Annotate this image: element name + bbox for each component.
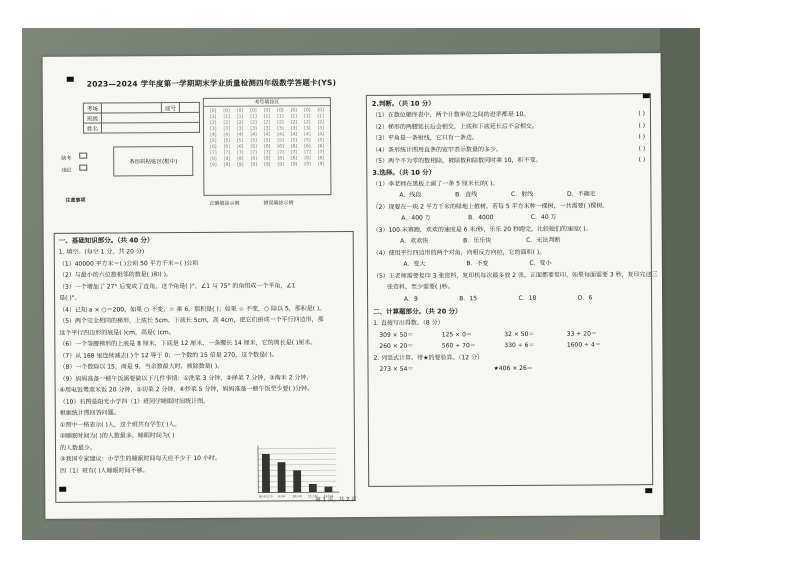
bubble-digit[interactable]: [6] — [317, 144, 325, 150]
fill-example-wrong: 错误填涂示例 — [263, 200, 294, 207]
info-field[interactable] — [101, 103, 161, 113]
bubble-digit[interactable]: [8] — [250, 156, 257, 162]
bubble-digit[interactable]: [2] — [236, 120, 244, 126]
calc-item: 560 ÷ 70＝ — [441, 342, 476, 350]
calc-item: 1600 ÷ 4＝ — [566, 341, 601, 349]
bubble-digit[interactable]: [7] — [237, 150, 244, 156]
bubble-digit[interactable]: [6] — [290, 144, 298, 150]
bubble-digit[interactable]: [5] — [290, 138, 298, 144]
bubble-caption: 考号填涂区 — [204, 98, 330, 107]
info-field[interactable] — [102, 122, 200, 133]
bubble-digit[interactable]: [6] — [250, 144, 257, 150]
chart-bar — [262, 454, 270, 493]
bubble-digit[interactable]: [6] — [237, 144, 244, 150]
question-line: （6）一个等腰梯形的上底是 8 厘米，下底是 12 厘米，一条腰长 14 厘米，它的周长是( )厘米。 — [59, 339, 317, 348]
choice-option[interactable]: B．4000 — [468, 214, 494, 222]
choice-option[interactable]: B．直线 — [455, 191, 478, 199]
choice-option[interactable]: D．6 — [577, 294, 593, 302]
bubble-digit[interactable]: [4] — [277, 132, 284, 138]
chart-bar — [309, 484, 317, 492]
bubble-digit[interactable]: [4] — [236, 132, 244, 138]
bubble-digit[interactable]: [3] — [290, 126, 298, 132]
right-column — [366, 93, 658, 487]
bubble-digit[interactable]: [4] — [263, 132, 271, 138]
bubble-digit[interactable]: [1] — [277, 114, 284, 120]
choice-options — [383, 292, 613, 305]
question-line: （8）一个数除以 15，商是 9，当余数最大时，被除数是( )。 — [59, 362, 224, 371]
bubble-digit[interactable]: [8] — [304, 156, 311, 162]
bubble-digit[interactable]: [0] — [304, 108, 311, 114]
info-field[interactable] — [179, 102, 199, 112]
choice-options — [382, 188, 612, 201]
calc-sub2: 2. 列竖式计算。带★的要验算。（12 分） — [373, 353, 484, 362]
bubble-digit[interactable]: [0] — [209, 108, 217, 114]
bubble-digit[interactable]: [9] — [304, 162, 311, 168]
choice-option[interactable]: C．40 万 — [530, 213, 557, 221]
question-line: （5）两个完全相同的梯形，上底长 5cm，下底长 5cm，高 4cm，把它们拼成一个平行四边形，那 — [59, 316, 324, 325]
section1-sub: 1. 填空。(每空 1 分，共 20 分) — [58, 248, 145, 256]
bubble-digit[interactable]: [4] — [250, 132, 257, 138]
bubble-digit[interactable]: [7] — [277, 150, 284, 156]
judge-text: （2）梯形的两腰延长后会相交，上底和下底延长后不会相交。 — [372, 122, 538, 131]
choice-question: （2）现要在一块 2 平方千米的绿地上植树，若每 5 平方米种一棵树，一共需要( )棵树。 — [372, 201, 609, 211]
bubble-digit[interactable]: [8] — [277, 156, 284, 162]
question-line: 四（1）班有( )人睡眠时间不够。 — [60, 466, 149, 475]
choice-option[interactable]: A．400 万 — [401, 214, 431, 222]
bubble-digit[interactable]: [9] — [317, 162, 325, 168]
bubble-digit[interactable]: [1] — [236, 114, 244, 120]
choice-question: （5）王老师需要复印 3 张资料，复印机每次最多放 2 张，正面都要复印，如果每面需要 3 秒，复印完这三 — [372, 270, 658, 280]
info-label: 姓名 — [84, 123, 102, 133]
bubble-digit[interactable]: [5] — [317, 138, 325, 144]
bubble-digit[interactable]: [2] — [317, 120, 324, 126]
chart-bar — [325, 487, 333, 493]
vertical-calc-1: 273 × 54＝ — [379, 365, 414, 373]
absent-label: 缺考 — [61, 155, 72, 162]
bubble-digit[interactable]: [5] — [250, 138, 257, 144]
bubble-digit[interactable]: [6] — [223, 144, 231, 150]
chart-bar — [278, 462, 286, 492]
choice-option[interactable]: A．9 — [403, 295, 418, 303]
bubble-digit[interactable]: [0] — [223, 108, 230, 114]
question-line: ③我国专家建议：小学生的睡眠时间每天应不少于 10 小时。 — [60, 454, 221, 463]
question-line: ②睡眠时间为( )的人数最多，睡眠时间为( ) — [59, 432, 175, 440]
bubble-digit[interactable]: [5] — [210, 138, 217, 144]
chart-category-label: 12小时 — [323, 494, 334, 499]
bubble-digit[interactable]: [6] — [304, 144, 311, 150]
choice-option[interactable]: A．欢欢快 — [400, 237, 429, 245]
section1-box — [54, 231, 356, 503]
info-label: 考场 — [83, 103, 101, 113]
question-line: ④用电饭煲蒸米饭 20 分钟，⑤切菜 2 分钟，⑥炒菜 5 分钟，妈妈准备一顿午饭至少要( )分钟。 — [59, 385, 314, 394]
choice-question: （1）李老师在黑板上画了一条 5 厘米长的( )。 — [372, 179, 499, 188]
question-line: （9）妈妈准备一顿午饭需要做以下几件事情：①洗菜 3 分钟，②择菜 7 分钟，③淘米 2 分钟， — [59, 373, 313, 383]
info-label: 座号 — [161, 103, 179, 113]
barcode-area: 条形码粘贴区(框中) — [113, 146, 193, 176]
bubble-digit[interactable]: [5] — [237, 138, 244, 144]
bubble-digit[interactable]: [1] — [209, 114, 217, 120]
bubble-digit[interactable]: [6] — [277, 144, 284, 150]
info-field[interactable] — [101, 112, 199, 123]
question-line: 根据统计图回答问题。 — [59, 409, 120, 417]
bubble-digit[interactable]: [8] — [237, 156, 244, 162]
judge-text: （1）在数位顺序表中，两个计数单位之间的进率都是 10。 — [371, 110, 530, 119]
judge-text: （3）平角是一条射线，它只有一条边。 — [372, 134, 478, 142]
bubble-digit[interactable]: [1] — [250, 114, 257, 120]
bubble-grid[interactable] — [204, 106, 330, 170]
bubble-digit[interactable]: [0] — [250, 108, 257, 114]
bubble-digit[interactable]: [5] — [304, 138, 311, 144]
bubble-digit[interactable]: [3] — [317, 126, 325, 132]
bubble-digit[interactable]: [2] — [250, 120, 257, 126]
judge-answer-bracket[interactable]: ( ) — [638, 121, 646, 129]
choice-option[interactable]: C．射线 — [510, 190, 534, 199]
bubble-digit[interactable]: [0] — [236, 108, 244, 114]
bubble-digit[interactable]: [2] — [277, 120, 284, 126]
question-line: （10）右图是阳光小学四（1）班同学睡眠时间统计图， — [59, 397, 210, 406]
question-line: 这个平行四边形的底是( )cm，高是( )cm。 — [59, 328, 175, 337]
violation-box[interactable] — [79, 165, 87, 171]
choice-option[interactable]: C．变小 — [529, 259, 552, 267]
page-title: 2023—2024 学年度第一学期期末学业质量检测四年级数学答题卡(YS) — [86, 78, 337, 89]
notes-title: 注意事项 — [65, 197, 86, 204]
bubble-digit[interactable]: [1] — [304, 114, 311, 120]
bubble-digit[interactable]: [4] — [290, 132, 298, 138]
chart-category-label: 9小时 — [277, 494, 286, 499]
bubble-digit[interactable]: [2] — [290, 120, 298, 126]
question-line: （3）一个增加了 27° 后变成了直角，这个角是( )°，∠1 与 75° 的角组成一个平角，∠1 — [58, 281, 296, 291]
calc-item: 260 × 20＝ — [379, 342, 414, 350]
bubble-digit[interactable]: [1] — [263, 114, 271, 120]
calc-item: 125 × 0＝ — [441, 330, 472, 338]
bubble-digit[interactable]: [7] — [263, 150, 271, 156]
choice-option[interactable]: C．18 — [518, 294, 537, 302]
bubble-digit[interactable]: [2] — [304, 120, 311, 126]
choice-title: 3.选择。（共 10 分） — [372, 167, 436, 177]
bubble-digit[interactable]: [7] — [210, 150, 217, 156]
judge-answer-bracket[interactable]: ( ) — [638, 144, 646, 152]
bubble-digit[interactable]: [5] — [277, 138, 284, 144]
sleep-bar-chart — [246, 442, 341, 501]
choice-option[interactable]: A．变大 — [403, 260, 426, 268]
bubble-digit[interactable]: [8] — [210, 156, 217, 162]
bubble-digit[interactable]: [7] — [304, 150, 311, 156]
info-label: 班级 — [83, 113, 101, 123]
bubble-digit[interactable]: [9] — [210, 162, 217, 168]
bubble-digit[interactable]: [9] — [223, 162, 231, 168]
calc-title: 二、计算题部分。（共 20 分） — [373, 307, 462, 316]
bubble-digit[interactable]: [3] — [263, 126, 271, 132]
judge-text: （4）条形统计图用直条的宽窄表示数量的多少。 — [372, 145, 503, 154]
bubble-digit[interactable]: [4] — [210, 132, 217, 138]
choice-option[interactable]: B．15 — [459, 294, 478, 302]
bubble-digit[interactable]: [1] — [290, 114, 298, 120]
section1-title: 一、基础知识部分。（共 40 分） — [58, 236, 154, 245]
question-line: （2）与最小的六位数相邻的数是( )和( )。 — [58, 271, 172, 279]
bubble-digit[interactable]: [7] — [317, 150, 325, 156]
bubble-digit[interactable]: [1] — [317, 114, 324, 120]
answer-sheet — [43, 53, 664, 519]
bubble-digit[interactable]: [8] — [290, 156, 298, 162]
judge-answer-bracket[interactable]: ( ) — [638, 133, 646, 141]
question-line: 的人数最少。 — [59, 444, 97, 452]
student-info-table — [83, 102, 200, 134]
judge-title: 2.判断。（共 10 分） — [371, 99, 435, 108]
chart-bar — [293, 470, 301, 492]
bubble-digit[interactable]: [2] — [210, 120, 217, 126]
question-line: （1）40000 平方米＝( )公顷 50 平方千米＝( )公顷 — [58, 259, 199, 268]
choice-question: （4）使用平行四边形的两个对角，向相反方向拉，它的面积( )。 — [372, 248, 546, 257]
bubble-digit[interactable]: [9] — [250, 162, 258, 168]
vertical-calc-2: ★406 × 26＝ — [493, 364, 533, 373]
choice-option[interactable]: A．线段 — [399, 191, 422, 199]
bubble-digit[interactable]: [3] — [236, 126, 244, 132]
bubble-digit[interactable]: [4] — [223, 132, 230, 138]
bubble-digit[interactable]: [3] — [277, 126, 284, 132]
calc-item: 33 + 20＝ — [566, 330, 597, 338]
bubble-digit[interactable]: [2] — [223, 120, 230, 126]
photo-edge — [660, 28, 700, 540]
question-line: （7）从 168 里连续减去( )个 12 等于 0；一个数的 15 倍是 270，这个数是( )。 — [59, 350, 278, 360]
choice-question: （3）100 米赛跑，欢欢的速度是 6 米/秒，乐乐 20 秒跑完，比较她们的速度( )。 — [372, 225, 592, 234]
fill-example-correct: 正确填涂示例 — [209, 200, 240, 207]
bubble-digit[interactable]: [5] — [223, 138, 230, 144]
choice-option[interactable]: C．无法判断 — [526, 236, 561, 244]
question-line: 是( )°。 — [59, 294, 81, 302]
bubble-digit[interactable]: [8] — [317, 156, 325, 162]
page-footer: 第 1 页，共 2 页 — [315, 496, 357, 504]
bubble-digit[interactable]: [3] — [304, 126, 311, 132]
bubble-digit[interactable]: [9] — [264, 162, 271, 168]
bubble-digit[interactable]: [9] — [237, 162, 244, 168]
choice-question-cont: 张资料，至少需要( )秒。 — [386, 283, 454, 291]
calc-row — [379, 339, 629, 352]
question-line: （4）已知 a × ○＝200，如果 ○ 不变，☆ 乘 6，那积是( )；如果 ☆ 不变，○ 除以 5，那积是( )。 — [59, 304, 326, 314]
choice-option[interactable]: B．不变 — [466, 260, 489, 268]
bubble-digit[interactable]: [4] — [304, 132, 311, 138]
bubble-digit[interactable]: [9] — [290, 162, 298, 168]
bubble-digit[interactable]: [7] — [290, 150, 298, 156]
calc-item: 309 × 50＝ — [379, 331, 414, 339]
bubble-digit[interactable]: [6] — [210, 144, 217, 150]
choice-option[interactable]: D．不确定 — [566, 190, 596, 198]
bubble-digit[interactable]: [5] — [263, 138, 271, 144]
calc-item: 32 × 50＝ — [504, 330, 535, 338]
bubble-digit[interactable]: [0] — [277, 108, 284, 114]
choice-option[interactable]: B．乐乐快 — [463, 237, 492, 245]
corner-mark — [67, 77, 74, 82]
chart-category-label: 10小时 — [292, 494, 303, 499]
bubble-digit[interactable]: [8] — [264, 156, 271, 162]
bubble-digit[interactable]: [9] — [277, 162, 284, 168]
chart-category-label: 9小时以下 — [259, 494, 274, 499]
bubble-digit[interactable]: [3] — [223, 126, 230, 132]
bubble-digit[interactable]: [0] — [290, 108, 298, 114]
calc-item: 330 ÷ 6＝ — [504, 341, 535, 350]
bubble-digit[interactable]: [6] — [263, 144, 271, 150]
absent-box[interactable] — [79, 153, 87, 159]
calc-sub1: 1. 直接写出得数。（8 分） — [373, 319, 444, 327]
judge-answer-bracket[interactable]: ( ) — [638, 156, 646, 164]
bubble-digit[interactable]: [0] — [317, 108, 324, 114]
violation-label: 违纪 — [61, 167, 72, 174]
left-column — [53, 95, 355, 499]
exam-number-bubble-area[interactable] — [203, 97, 332, 196]
corner-mark — [645, 488, 652, 493]
judge-text: （5）两个不为零的数相除，被除数和除数同时乘 10，积不变。 — [372, 156, 542, 165]
judge-answer-bracket[interactable]: ( ) — [638, 110, 645, 118]
bubble-digit[interactable]: [3] — [210, 126, 217, 132]
bubble-digit[interactable]: [7] — [250, 150, 257, 156]
bubble-digit[interactable]: [0] — [263, 108, 271, 114]
bubble-digit[interactable]: [4] — [317, 132, 325, 138]
bubble-digit[interactable]: [7] — [223, 150, 231, 156]
question-line: ①图中一格表示( )人，这个班共有学生( )人。 — [59, 420, 181, 429]
bubble-digit[interactable]: [1] — [223, 114, 230, 120]
bubble-digit[interactable]: [2] — [263, 120, 271, 126]
bubble-digit[interactable]: [8] — [223, 156, 231, 162]
bubble-digit[interactable]: [3] — [250, 126, 257, 132]
chart-category-label: 11小时 — [307, 494, 318, 499]
